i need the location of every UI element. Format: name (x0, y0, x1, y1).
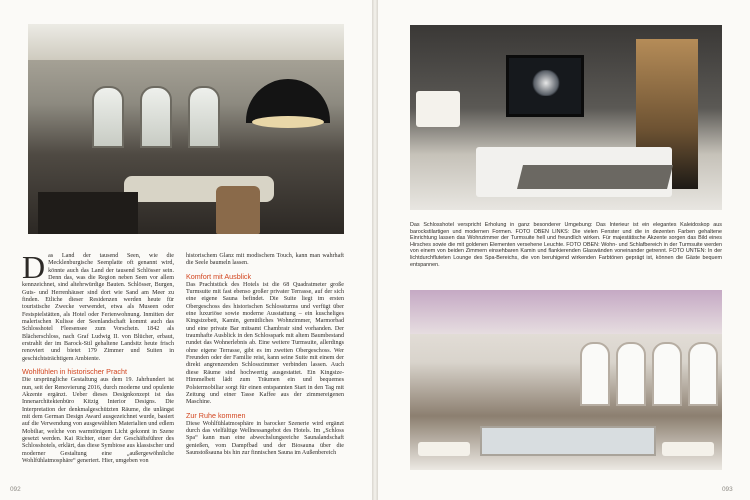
body-paragraph: Die ursprüngliche Gestaltung aus dem 19. Jahrhundert ist nun, seit der Renovierung 2016, durch moderne und opulente Akzente ergänzt. Ueber dieses Designkonzept ist das Innenarchitektenbüro Kitzig Interior Designs. Die Interpretation der denkmalgeschützten Räume, die unlängst mit dem German Design Award ausgezeichnet wurde, basiert auf die Verwendung von ausgewählten Materialien und edlem Mobiliar, welche von warmtönigem Licht gekonnt in Szene gesetzt werden. Kai Richter, einer der Geschäftsführer des Schlosshotels, erklärt, das diese Symbiose aus klassischer und moderner Gestaltung eine „außergewöhnliche Wohlfühlatmosphäre“ generiert. Hier, umgeben von (22, 377, 174, 464)
body-paragraph: historischem Glanz mit modischem Touch, kann man wahrhaft die Seele baumeln lassen. (186, 253, 344, 267)
side-table (38, 192, 138, 234)
page-number-right: 093 (722, 486, 733, 493)
text-column-1 (22, 249, 174, 469)
glass-roof (410, 290, 722, 334)
gutter (372, 0, 378, 500)
subheading: Komfort mit Ausblick (186, 271, 252, 281)
photo-caption: Das Schlosshotel verspricht Erholung in ganz besonderer Umgebung: Das Interieur ist ein elegantes Kaleidoskop aus barockstilartigen und modernen Formen. FOTO OBEN LINKS: Die vielen Fenster und die in dezenten Farben gehaltene Einrichtung lassen das Wohnzimmer der Turmsuite hell und freundlich wirken. Für majestätische Akzente sorgen das Bild eines Hirsches sowie die mit goldenen Elementen versehene Leuchte. FOTO OBEN: Wohn- und Schlafbereich in der Turmsuite werden von einem von beiden Zimmern einsehbaren Kamin und flankierenden Glaswänden voneinander getrennt. FOTO UNTEN: In der lichtdurchfluteten Lounge des Spa-Bereichs, die von beruhigend wirkenden Farbtönen geprägt ist, können die Gäste bequem entspannen. (410, 222, 722, 268)
intro-paragraph: as Land der tausend Seen, wie die Mecklenburgische Seenplatte oft genannt wird, könnte auch das Land der tausend Schlösser sein. Denn das, was die Region neben Seen vor allem kennzeichnet, sind altehrwürdige Bauten. Schlösser, Burgen, Guts- und Herrenhäuser sind dort wie Sand am Meer zu finden. Etliche dieser Residenzen werden heute für touristische Zwecke verwendet, etwa als Museen oder Festspielstätten, als Hotel oder Ferienwohnung. Inmitten der malerischen Kulisse der Seenlandschaft kommt auch das Schlosshotel Fleesensee zum Vorschein. 1842 als Blächerschloss, nach Graf Ludwig II. von Blücher, erbaut, erstrahlt der im Barock-Stil gehaltene Landsitz heute frisch renoviert und bietet 179 Zimmer und Suiten in geschichtsträchtigem Ambiente. (22, 253, 174, 362)
arched-window (140, 86, 172, 148)
lounger (418, 442, 470, 456)
suite-bedroom-photo (410, 25, 722, 210)
ceiling-cornice (28, 24, 344, 60)
arched-window (580, 342, 610, 406)
subheading: Zur Ruhe kommen (186, 410, 246, 420)
wall-artwork (506, 55, 584, 117)
lamp-glow (252, 116, 324, 128)
arched-window (688, 342, 718, 406)
pool (480, 426, 656, 456)
lounge-photo (28, 24, 344, 234)
arched-window (652, 342, 682, 406)
arched-window (92, 86, 124, 148)
lounger (662, 442, 714, 456)
spa-lounge-photo (410, 290, 722, 470)
armchair (216, 186, 260, 234)
body-paragraph: Das Prachtstück des Hotels ist die 68 Quadratmeter große Turmsuite mit fast ebenso großer privater Terrasse, auf der sich eine eigene Sauna befindet. Die Suite liegt im ersten Obergeschoss des historischen Schlossturms und verfügt über eine luxuriöse sowie moderne Ausstattung – ein kuscheliges Kingsizebett, Kamin, gemütliches Wohnzimmer, Marmorbad und eine private Bar mitsamt Chambrair sind vorhanden. Der traumhafte Ausblick in den Schlosspark mit altem Baumbestand rundet das Wohnerlebnis ab. Eine weitere Turmsuite, allerdings ohne eigene Terrasse, gibt es im zweiten Obergeschoss. Wer Freunden oder der Familie reist, kann seine Suite mit einem der direkt angrenzenden Schlosszimmer verbinden lassen. Auch diese Räume sind hochwertig ausgestattet. Ein Kingsize-Himmelbett lädt zum Träumen ein und bequemes Polstermobiliar sorgt für einen entspannten Start in den Tag mit Zeitung und einer Tasse Kaffee aus der zimmereigenen Maschine. (186, 281, 344, 406)
table-lamp (416, 91, 460, 127)
body-paragraph: Diese Wohlfühlatmosphäre in barocker Szenerie wird ergänzt durch das vielfältige Wellnessangebot des Hotels. Im „Schloss Spa“ kann man eine abwechslungsreiche Saunalandschaft genießen, vom Dampfbad und der Biosauna über die Saunstoßsauna bis hin zur finnischen Sauna im Außenbereich (186, 420, 344, 456)
text-column-2 (186, 253, 344, 461)
drop-cap: D (22, 249, 46, 285)
subheading: Wohlfühlen in historischer Pracht (22, 367, 127, 377)
arched-window (188, 86, 220, 148)
page-number-left: 092 (10, 486, 21, 493)
bed-throw (517, 165, 673, 189)
arched-window (616, 342, 646, 406)
